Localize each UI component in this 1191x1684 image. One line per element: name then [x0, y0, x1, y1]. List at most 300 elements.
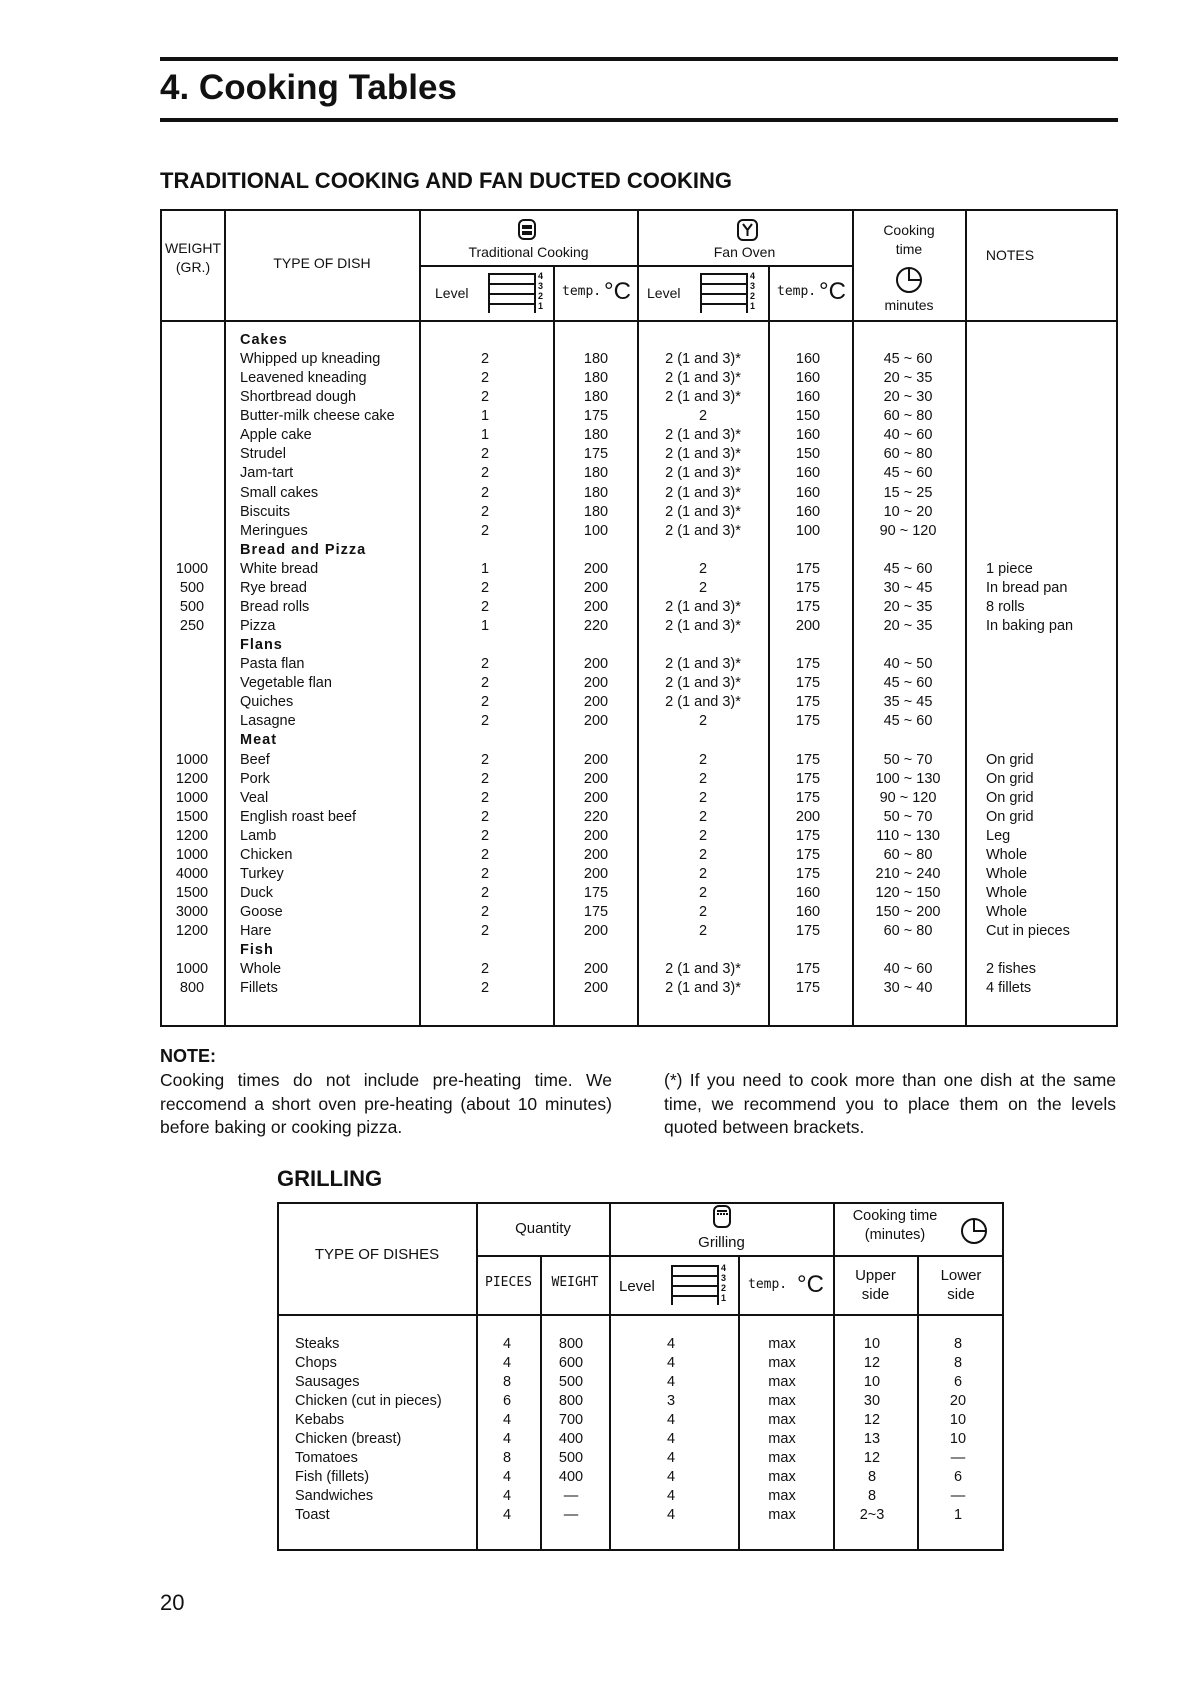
cooking-time-cell: 60 ~ 80: [883, 446, 933, 463]
header-side: side: [861, 1286, 890, 1303]
upper-side-cell: 13: [863, 1431, 881, 1447]
fan-level-cell: 2 (1 and 3)*: [665, 980, 741, 997]
traditional-level-cell: 2: [480, 865, 490, 882]
dish-cell: Goose: [240, 904, 283, 921]
celsius-icon: °C: [797, 1271, 824, 1298]
divider: [637, 209, 639, 1027]
header-minutes: (minutes): [864, 1227, 926, 1243]
lower-side-cell: 6: [953, 1469, 963, 1485]
shelf-num: 3: [721, 1273, 727, 1283]
dish-cell: Butter-milk cheese cake: [240, 408, 395, 425]
fan-level-cell: 2: [698, 789, 708, 806]
shelf-num: 4: [721, 1263, 727, 1273]
dish-cell: Leavened kneading: [240, 370, 367, 387]
fan-temp-cell: 175: [795, 846, 821, 863]
cooking-time-cell: 45 ~ 60: [883, 713, 933, 730]
header-minutes: minutes: [884, 297, 934, 313]
header-level-fan: Level: [647, 285, 681, 301]
traditional-temp-cell: 180: [583, 427, 609, 444]
lower-side-cell: 8: [953, 1355, 963, 1371]
fan-temp-cell: 175: [795, 751, 821, 768]
fan-level-cell: 2: [698, 923, 708, 940]
divider: [852, 209, 854, 1027]
upper-side-cell: 10: [863, 1374, 881, 1390]
pieces-cell: 6: [502, 1393, 512, 1409]
category-heading: Flans: [240, 637, 283, 654]
weight-cell: 3000: [175, 904, 209, 921]
shelf-num: 4: [538, 271, 544, 281]
traditional-temp-cell: 200: [583, 751, 609, 768]
pieces-cell: 4: [502, 1431, 512, 1447]
notes-cell: On grid: [986, 770, 1034, 787]
shelf-num: 2: [750, 291, 756, 301]
traditional-temp-cell: 200: [583, 656, 609, 673]
fan-level-cell: 2 (1 and 3)*: [665, 694, 741, 711]
fan-temp-cell: 175: [795, 865, 821, 882]
divider: [540, 1255, 542, 1551]
weight-cell: —: [563, 1488, 579, 1504]
cooking-time-cell: 40 ~ 60: [883, 427, 933, 444]
upper-side-cell: 12: [863, 1450, 881, 1466]
lower-side-cell: 8: [953, 1336, 963, 1352]
shelf-num: 2: [721, 1283, 727, 1293]
weight-cell: 1000: [175, 961, 209, 978]
weight-cell: 4000: [175, 865, 209, 882]
shelf-num: 3: [538, 281, 544, 291]
traditional-level-cell: 2: [480, 961, 490, 978]
header-cooking: Cooking: [883, 222, 935, 238]
shelf-num: 4: [750, 271, 756, 281]
dish-cell: Small cakes: [240, 484, 319, 501]
temp-cell: max: [768, 1355, 796, 1371]
traditional-temp-cell: 200: [583, 770, 609, 787]
fan-temp-cell: 200: [795, 808, 821, 825]
fan-level-cell: 2: [698, 827, 708, 844]
celsius-icon: °C: [604, 278, 631, 305]
traditional-level-cell: 2: [480, 656, 490, 673]
weight-cell: 700: [558, 1412, 584, 1428]
category-heading: Cakes: [240, 332, 288, 348]
cooking-time-cell: 10 ~ 20: [883, 503, 933, 520]
cooking-time-cell: 20 ~ 35: [883, 618, 933, 635]
weight-cell: 1500: [175, 808, 209, 825]
header-weight: [162, 239, 224, 277]
level-cell: 4: [666, 1450, 676, 1466]
notes-cell: On grid: [986, 789, 1034, 806]
temp-cell: max: [768, 1450, 796, 1466]
dish-cell: Fish (fillets): [295, 1469, 370, 1485]
header-temp: temp.: [748, 1277, 788, 1292]
header-cooking-time: [840, 1207, 950, 1245]
header-weight: WEIGHT: [551, 1275, 599, 1290]
divider: [420, 265, 852, 267]
section-heading-traditional: TRADITIONAL COOKING AND FAN DUCTED COOKING: [160, 168, 732, 193]
cooking-time-cell: 100 ~ 130: [875, 770, 941, 787]
top-rule: [160, 57, 1118, 61]
fan-oven-icon: [737, 219, 759, 246]
traditional-level-cell: 2: [480, 370, 490, 387]
dish-cell: Toast: [295, 1507, 330, 1523]
weight-cell: 800: [558, 1336, 584, 1352]
cooking-time-cell: 90 ~ 120: [879, 789, 937, 806]
weight-cell: 800: [179, 980, 205, 997]
fan-temp-cell: 175: [795, 713, 821, 730]
cooking-time-cell: 90 ~ 120: [879, 522, 937, 539]
fan-level-cell: 2: [698, 560, 708, 577]
traditional-temp-cell: 200: [583, 713, 609, 730]
header-quantity: Quantity: [515, 1220, 571, 1237]
dish-cell: Hare: [240, 923, 272, 940]
fan-level-cell: 2: [698, 885, 708, 902]
cooking-table: [160, 209, 1118, 1027]
upper-side-cell: 8: [867, 1469, 877, 1485]
traditional-level-cell: 1: [480, 560, 490, 577]
traditional-level-cell: 2: [480, 713, 490, 730]
traditional-level-cell: 1: [480, 618, 490, 635]
category-heading: Fish: [240, 942, 274, 959]
dish-cell: Sausages: [295, 1374, 360, 1390]
cooking-time-cell: 30 ~ 45: [883, 579, 933, 596]
cooking-time-cell: 45 ~ 60: [883, 675, 933, 692]
dish-cell: Bread rolls: [240, 598, 310, 615]
traditional-temp-cell: 200: [583, 961, 609, 978]
traditional-temp-cell: 200: [583, 579, 609, 596]
traditional-level-cell: 2: [480, 694, 490, 711]
dish-cell: Fillets: [240, 980, 278, 997]
traditional-temp-cell: 180: [583, 503, 609, 520]
shelf-levels-icon: [671, 1263, 727, 1305]
cooking-time-cell: 20 ~ 35: [883, 370, 933, 387]
traditional-temp-cell: 200: [583, 789, 609, 806]
traditional-level-cell: 2: [480, 904, 490, 921]
fan-level-cell: 2: [698, 846, 708, 863]
divider: [277, 1314, 1004, 1316]
lower-side-cell: 1: [953, 1507, 963, 1523]
weight-cell: 600: [558, 1355, 584, 1371]
weight-cell: 1000: [175, 846, 209, 863]
weight-cell: 400: [558, 1431, 584, 1447]
level-cell: 4: [666, 1431, 676, 1447]
shelf-num: 2: [538, 291, 544, 301]
pieces-cell: 8: [502, 1450, 512, 1466]
dish-cell: Apple cake: [240, 427, 312, 444]
notes-cell: 4 fillets: [986, 980, 1032, 997]
grill-icon: [712, 1205, 732, 1234]
shelf-numbers: [721, 1263, 726, 1303]
traditional-level-cell: 1: [480, 408, 490, 425]
traditional-level-cell: 2: [480, 522, 490, 539]
traditional-level-cell: 2: [480, 770, 490, 787]
dish-cell: Sandwiches: [295, 1488, 374, 1504]
level-cell: 4: [666, 1412, 676, 1428]
traditional-temp-cell: 220: [583, 808, 609, 825]
fan-level-cell: 2 (1 and 3)*: [665, 389, 741, 406]
dish-cell: Pasta flan: [240, 656, 305, 673]
dish-cell: Tomatoes: [295, 1450, 358, 1466]
temp-cell: max: [768, 1469, 796, 1485]
weight-cell: 500: [558, 1374, 584, 1390]
fan-temp-cell: 175: [795, 980, 821, 997]
dish-cell: White bread: [240, 560, 319, 577]
fan-temp-cell: 160: [795, 465, 821, 482]
traditional-temp-cell: 175: [583, 446, 609, 463]
level-cell: 4: [666, 1336, 676, 1352]
dish-cell: Veal: [240, 789, 269, 806]
fan-temp-cell: 200: [795, 618, 821, 635]
fan-level-cell: 2: [698, 713, 708, 730]
fan-temp-cell: 175: [795, 923, 821, 940]
traditional-temp-cell: 100: [583, 522, 609, 539]
pieces-cell: 4: [502, 1507, 512, 1523]
traditional-level-cell: 2: [480, 980, 490, 997]
header-pieces: PIECES: [485, 1275, 532, 1290]
cooking-time-cell: 40 ~ 50: [883, 656, 933, 673]
fan-level-cell: 2: [698, 904, 708, 921]
fan-level-cell: 2: [698, 865, 708, 882]
lower-side-cell: 20: [949, 1393, 967, 1409]
fan-temp-cell: 100: [795, 522, 821, 539]
fan-level-cell: 2: [698, 579, 708, 596]
divider: [609, 1202, 611, 1551]
cooking-time-cell: 45 ~ 60: [883, 465, 933, 482]
notes-cell: 2 fishes: [986, 961, 1036, 978]
fan-temp-cell: 160: [795, 351, 821, 368]
level-cell: 4: [666, 1355, 676, 1371]
fan-temp-cell: 160: [795, 885, 821, 902]
traditional-temp-cell: 200: [583, 846, 609, 863]
dish-cell: Pork: [240, 770, 270, 787]
traditional-level-cell: 2: [480, 579, 490, 596]
fan-level-cell: 2 (1 and 3)*: [665, 351, 741, 368]
fan-temp-cell: 175: [795, 579, 821, 596]
notes-cell: Whole: [986, 885, 1028, 902]
traditional-level-cell: 2: [480, 846, 490, 863]
shelf-levels-icon: [488, 271, 544, 313]
cooking-time-cell: 110 ~ 130: [876, 827, 940, 844]
cooking-time-cell: 50 ~ 70: [883, 808, 933, 825]
pieces-cell: 4: [502, 1488, 512, 1504]
upper-side-cell: 30: [863, 1393, 881, 1409]
temp-cell: max: [768, 1336, 796, 1352]
cooking-time-cell: 150 ~ 200: [875, 904, 941, 921]
dish-cell: Whole: [240, 961, 282, 978]
pieces-cell: 4: [502, 1355, 512, 1371]
traditional-temp-cell: 175: [583, 885, 609, 902]
header-cooking-time: [853, 221, 965, 259]
fan-temp-cell: 175: [795, 827, 821, 844]
dish-cell: Shortbread dough: [240, 389, 357, 406]
fan-level-cell: 2: [698, 408, 708, 425]
weight-cell: 500: [179, 598, 205, 615]
notes-cell: In baking pan: [986, 618, 1074, 635]
weight-cell: 800: [558, 1393, 584, 1409]
note-left-text: Cooking times do not include pre-heating time. We reccomend a short oven pre-heating (about 10 minutes) before baking or cooking pizza.: [160, 1070, 612, 1137]
fan-temp-cell: 175: [795, 961, 821, 978]
shelf-num: 1: [750, 301, 756, 311]
cooking-time-cell: 45 ~ 60: [883, 560, 933, 577]
shelf-numbers: [538, 271, 543, 311]
traditional-level-cell: 2: [480, 675, 490, 692]
cooking-time-cell: 60 ~ 80: [883, 408, 933, 425]
fan-temp-cell: 175: [795, 598, 821, 615]
fan-level-cell: 2 (1 and 3)*: [665, 656, 741, 673]
fan-temp-cell: 175: [795, 656, 821, 673]
traditional-level-cell: 2: [480, 923, 490, 940]
weight-cell: 1200: [175, 770, 209, 787]
cooking-time-cell: 45 ~ 60: [883, 351, 933, 368]
lower-side-cell: —: [950, 1488, 966, 1504]
title-rule: [160, 118, 1118, 122]
cooking-time-cell: 50 ~ 70: [883, 751, 933, 768]
fan-temp-cell: 175: [795, 789, 821, 806]
shelf-num: 3: [750, 281, 756, 291]
dish-cell: Pizza: [240, 618, 276, 635]
cooking-time-cell: 40 ~ 60: [883, 961, 933, 978]
notes-cell: Whole: [986, 904, 1028, 921]
weight-cell: 1500: [175, 885, 209, 902]
upper-side-cell: 2~3: [859, 1507, 885, 1523]
shelf-num: 1: [538, 301, 544, 311]
weight-cell: 250: [179, 618, 205, 635]
traditional-level-cell: 2: [480, 598, 490, 615]
pieces-cell: 4: [502, 1469, 512, 1485]
traditional-temp-cell: 180: [583, 389, 609, 406]
dish-cell: Lasagne: [240, 713, 296, 730]
traditional-temp-cell: 180: [583, 484, 609, 501]
fan-temp-cell: 175: [795, 560, 821, 577]
traditional-level-cell: 2: [480, 484, 490, 501]
fan-level-cell: 2 (1 and 3)*: [665, 427, 741, 444]
header-side: side: [947, 1286, 975, 1303]
weight-cell: 400: [558, 1469, 584, 1485]
traditional-temp-cell: 200: [583, 598, 609, 615]
notes-cell: Cut in pieces: [986, 923, 1070, 940]
traditional-level-cell: 2: [480, 389, 490, 406]
traditional-temp-cell: 220: [583, 618, 609, 635]
fan-level-cell: 2 (1 and 3)*: [665, 465, 741, 482]
fan-level-cell: 2 (1 and 3)*: [665, 961, 741, 978]
fan-level-cell: 2 (1 and 3)*: [665, 675, 741, 692]
header-cooking: Cooking time: [852, 1208, 938, 1224]
level-cell: 3: [666, 1393, 676, 1409]
dish-cell: Chicken: [240, 846, 293, 863]
dish-cell: Chops: [295, 1355, 337, 1371]
fan-temp-cell: 150: [795, 408, 821, 425]
dish-cell: Duck: [240, 885, 274, 902]
cooking-time-cell: 210 ~ 240: [875, 865, 941, 882]
dish-cell: Vegetable flan: [240, 675, 332, 692]
level-cell: 4: [666, 1488, 676, 1504]
shelf-num: 1: [721, 1293, 727, 1303]
fan-temp-cell: 175: [795, 770, 821, 787]
dish-cell: Chicken (cut in pieces): [295, 1393, 442, 1409]
upper-side-cell: 10: [863, 1336, 881, 1352]
weight-cell: 1200: [175, 827, 209, 844]
divider: [833, 1202, 835, 1551]
divider: [553, 265, 555, 1027]
fan-level-cell: 2 (1 and 3)*: [665, 446, 741, 463]
fan-temp-cell: 160: [795, 389, 821, 406]
pieces-cell: 4: [502, 1336, 512, 1352]
notes-cell: Whole: [986, 865, 1028, 882]
dish-cell: Whipped up kneading: [240, 351, 381, 368]
fan-temp-cell: 160: [795, 427, 821, 444]
traditional-temp-cell: 200: [583, 694, 609, 711]
weight-cell: 500: [179, 579, 205, 596]
header-grilling: Grilling: [698, 1234, 745, 1251]
header-level-traditional: Level: [435, 285, 469, 301]
fan-level-cell: 2: [698, 751, 708, 768]
dish-cell: Lamb: [240, 827, 277, 844]
traditional-temp-cell: 180: [583, 351, 609, 368]
header-upper: Upper: [855, 1267, 896, 1284]
fan-level-cell: 2 (1 and 3)*: [665, 618, 741, 635]
dish-cell: Meringues: [240, 522, 308, 539]
fan-level-cell: 2: [698, 770, 708, 787]
level-cell: 4: [666, 1469, 676, 1485]
fan-temp-cell: 160: [795, 484, 821, 501]
dish-cell: Quiches: [240, 694, 294, 711]
traditional-temp-cell: 200: [583, 980, 609, 997]
cooking-time-cell: 35 ~ 45: [883, 694, 933, 711]
lower-side-cell: 10: [949, 1431, 967, 1447]
cooking-time-cell: 60 ~ 80: [883, 923, 933, 940]
header-time: time: [895, 241, 923, 257]
pieces-cell: 8: [502, 1374, 512, 1390]
header-upper-side: [834, 1266, 917, 1304]
weight-cell: 1200: [175, 923, 209, 940]
traditional-level-cell: 2: [480, 465, 490, 482]
cooking-time-cell: 20 ~ 35: [883, 598, 933, 615]
traditional-temp-cell: 180: [583, 370, 609, 387]
notes-cell: 1 piece: [986, 560, 1033, 577]
divider: [476, 1202, 478, 1551]
header-dish: TYPE OF DISH: [273, 255, 371, 271]
page-number: 20: [160, 1590, 185, 1615]
header-weight-label: WEIGHT: [165, 240, 221, 256]
traditional-temp-cell: 175: [583, 904, 609, 921]
fan-temp-cell: 160: [795, 904, 821, 921]
notes-cell: In bread pan: [986, 579, 1068, 596]
header-weight-unit: (GR.): [175, 259, 211, 275]
upper-side-cell: 12: [863, 1355, 881, 1371]
divider: [160, 320, 1118, 322]
notes-cell: Leg: [986, 827, 1011, 844]
traditional-level-cell: 2: [480, 789, 490, 806]
temp-cell: max: [768, 1507, 796, 1523]
cooking-time-cell: 20 ~ 30: [883, 389, 933, 406]
shelf-numbers: [750, 271, 755, 311]
celsius-icon: °C: [819, 278, 846, 305]
weight-cell: 1000: [175, 560, 209, 577]
dish-cell: Turkey: [240, 865, 284, 882]
weight-cell: —: [563, 1507, 579, 1523]
header-fan: Fan Oven: [713, 244, 776, 260]
traditional-temp-cell: 180: [583, 465, 609, 482]
traditional-level-cell: 2: [480, 751, 490, 768]
traditional-level-cell: 2: [480, 446, 490, 463]
dish-cell: English roast beef: [240, 808, 357, 825]
lower-side-cell: —: [950, 1450, 966, 1466]
level-cell: 4: [666, 1374, 676, 1390]
divider: [419, 209, 421, 1027]
fan-level-cell: 2 (1 and 3)*: [665, 484, 741, 501]
header-dishes: TYPE OF DISHES: [314, 1246, 440, 1263]
clock-icon: [895, 266, 923, 299]
traditional-temp-cell: 200: [583, 827, 609, 844]
notes-cell: On grid: [986, 808, 1034, 825]
header-lower: Lower: [940, 1267, 982, 1284]
